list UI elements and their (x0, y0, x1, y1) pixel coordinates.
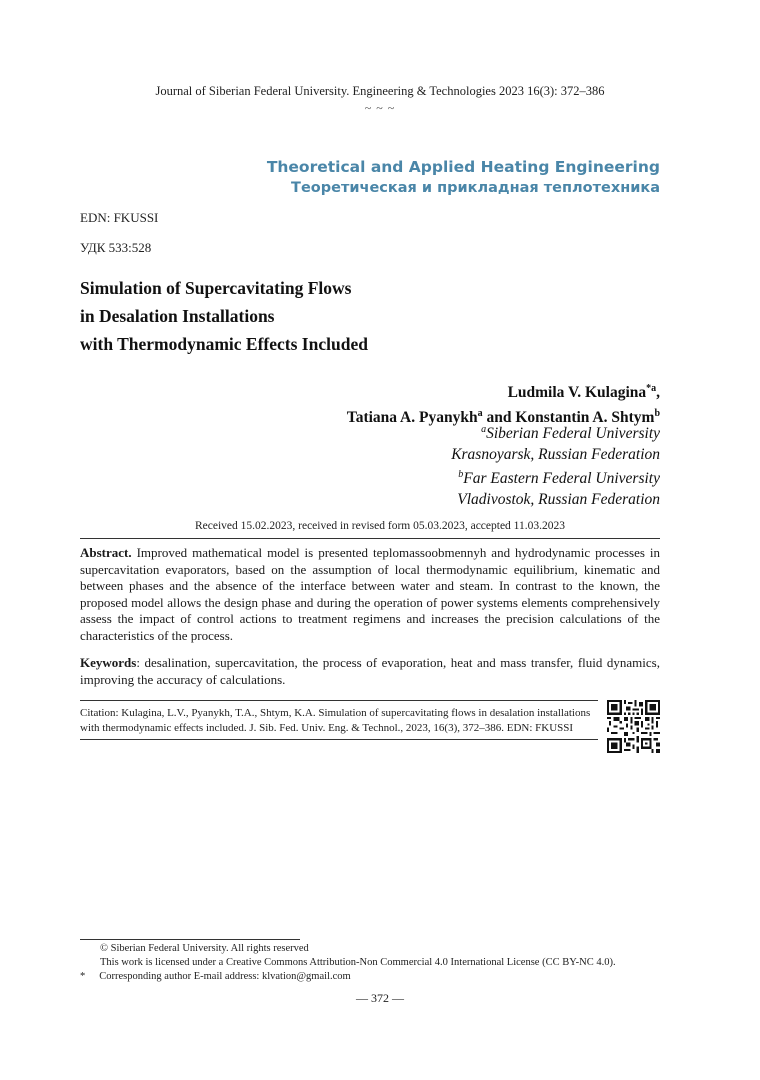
footnote-star: * (80, 971, 86, 982)
keywords (80, 655, 660, 688)
license-text: This work is licensed under a Creative Commons Attribution-Non Commercial 4.0 International License (CC BY-NC 4.0). (100, 957, 616, 968)
author-1-sup: *a (646, 383, 657, 394)
author-2: Tatiana A. Pyanykh (346, 409, 478, 427)
keywords-label: Keywords (80, 655, 137, 670)
journal-header: Journal of Siberian Federal University. Engineering & Technologies 2023 16(3): 372–386 (155, 84, 605, 98)
title-line-3: with Thermodynamic Effects Included (80, 334, 368, 354)
divider-top (80, 538, 660, 539)
section-title-en: Theoretical and Applied Heating Engineering (266, 158, 660, 176)
footnote-license (80, 957, 616, 969)
author-comma: , (656, 384, 660, 402)
header-separator: ~ ~ ~ (364, 101, 396, 115)
aff-b-sup: b (458, 469, 464, 481)
aff-a-sup: a (481, 424, 487, 435)
affiliations (451, 420, 660, 510)
aff-a-city: Krasnoyarsk, Russian Federation (451, 445, 660, 463)
udk-code: УДК 533:528 (80, 240, 152, 255)
title-line-1: Simulation of Supercavitating Flows (80, 278, 352, 298)
page-number: — 372 — (356, 991, 404, 1005)
author-3: Konstantin A. Shtym (515, 409, 655, 427)
citation-rule-top (80, 700, 598, 701)
aff-a-name: Siberian Federal University (486, 425, 660, 443)
edn-code: EDN: FKUSSI (80, 210, 159, 225)
author-2-sup: a (477, 408, 483, 420)
author-3-sup: b (654, 408, 660, 420)
section-title-ru: Теоретическая и прикладная теплотехника (291, 180, 660, 196)
received-dates: Received 15.02.2023, received in revised form 05.03.2023, accepted 11.03.2023 (194, 520, 566, 532)
copyright-text: © Siberian Federal University. All rights reserved (100, 943, 309, 954)
article-title (80, 274, 368, 358)
qr-code-icon[interactable] (607, 700, 660, 753)
footnote-copyright (80, 943, 309, 955)
citation: Citation: Kulagina, L.V., Pyanykh, T.A., Shtym, K.A. Simulation of supercavitating flows in desalation installations with thermodynamic effects included. J. Sib. Fed. Univ. Eng. & Technol., 2023, 16(3), 372–386. EDN: FKUSSI (80, 707, 591, 734)
title-line-2: in Desalation Installations (80, 306, 275, 326)
abstract-label: Abstract. (80, 545, 132, 560)
footnote-divider (80, 939, 300, 940)
abstract (80, 545, 660, 644)
citation-rule-bottom (80, 739, 598, 740)
aff-b-city: Vladivostok, Russian Federation (457, 490, 660, 508)
author-and: and (482, 409, 516, 427)
abstract-text: Improved mathematical model is presented teplomassoobmennyh and hydrodynamic processes in supercavitation evaporators, based on the assumption of local thermodynamic equilibrium, kinematic and between phases and the absence of the interface between water and steam. In contrast to the known, the proposed model allows the design phase and during the operation of power systems elements comprehensively assess the impact of control actions to treatment regimens and increases the precision calculations of the characteristics of the process. (80, 545, 660, 643)
aff-b-name: Far Eastern Federal University (463, 470, 660, 488)
footnote-corresponding (80, 971, 351, 983)
keywords-text: : desalination, supercavitation, the process of evaporation, heat and mass transfer, fluid dynamics, improving the accuracy of calculations. (80, 655, 660, 687)
corresponding-text: Corresponding author E-mail address: klvation@gmail.com (99, 971, 351, 982)
author-1: Ludmila V. Kulagina (507, 384, 647, 402)
